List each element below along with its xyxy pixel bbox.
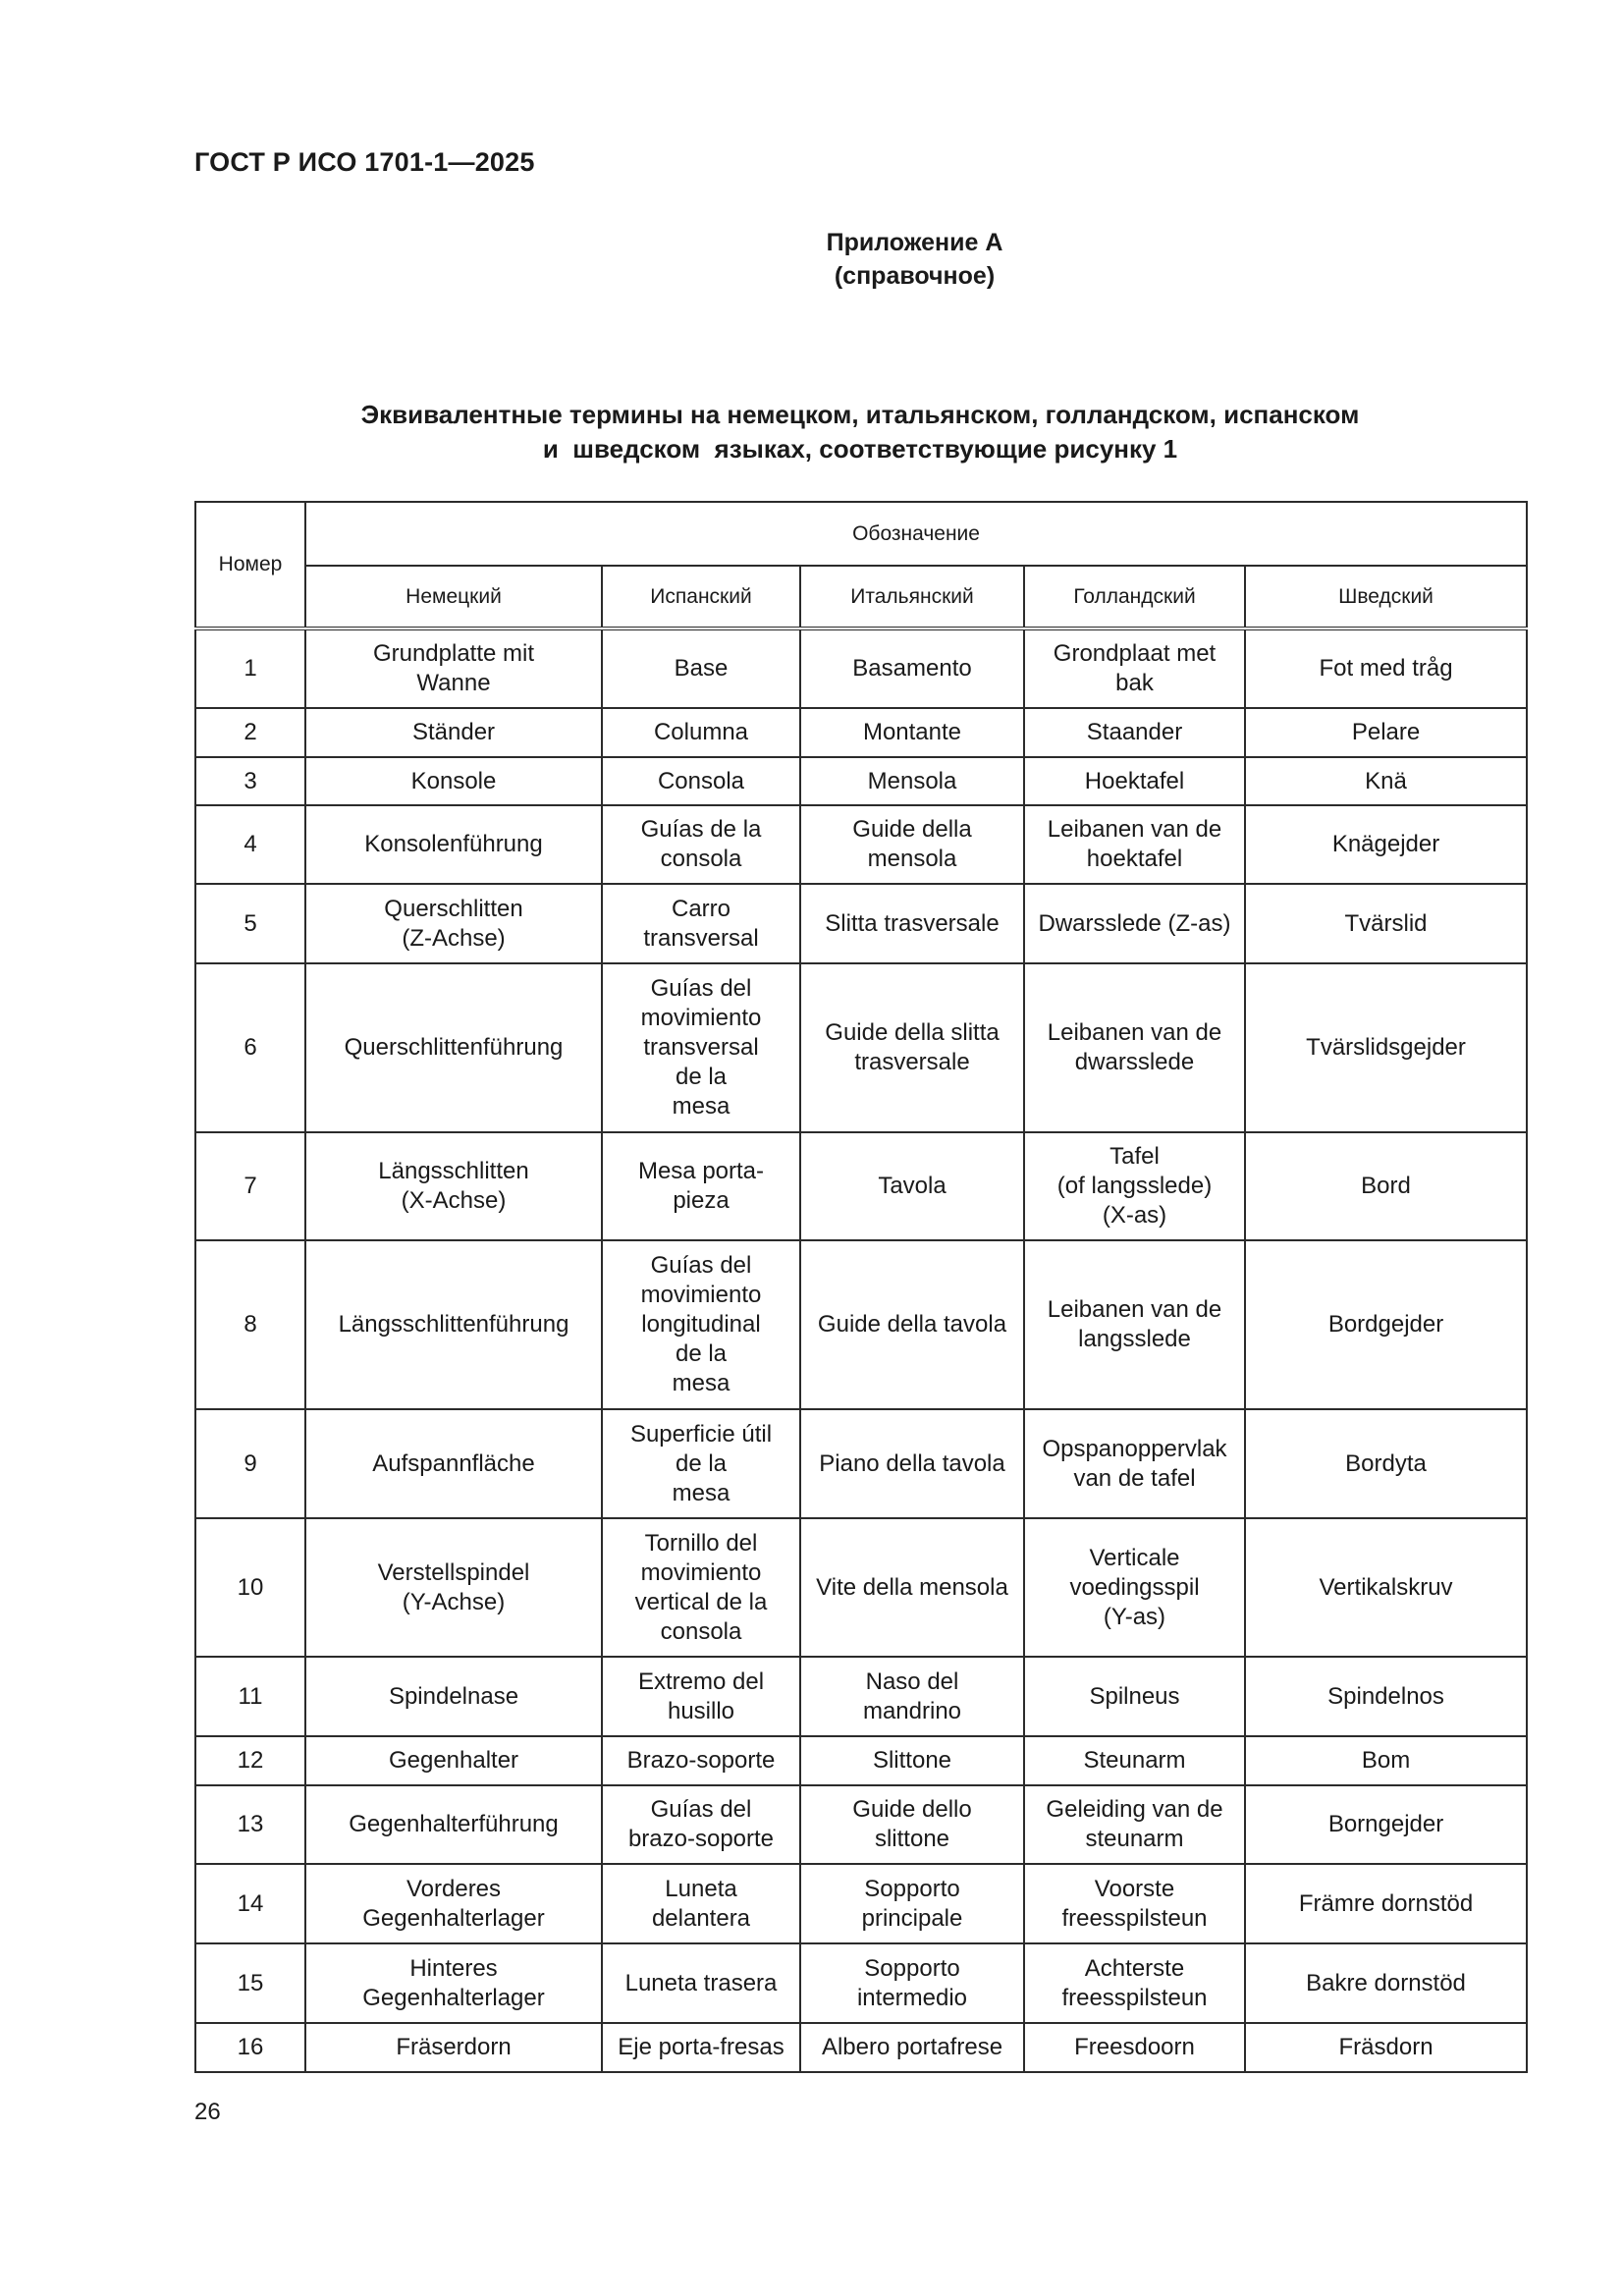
cell-spanish: Eje porta-fresas	[602, 2023, 800, 2072]
cell-italian: Slittone	[800, 1736, 1024, 1785]
cell-spanish: Brazo-soporte	[602, 1736, 800, 1785]
cell-spanish: Guías de la consola	[602, 805, 800, 884]
cell-german: Ständer	[305, 708, 602, 757]
cell-spanish: Consola	[602, 757, 800, 805]
cell-swedish: Bordyta	[1245, 1409, 1527, 1518]
cell-german: Fräserdorn	[305, 2023, 602, 2072]
table-row	[195, 1657, 1527, 1736]
cell-german: Hinteres Gegenhalterlager	[305, 1943, 602, 2023]
cell-swedish: Bom	[1245, 1736, 1527, 1785]
table-title	[194, 398, 1526, 466]
cell-spanish: Guías del movimiento longitudinal de la mesa	[602, 1240, 800, 1409]
cell-italian: Sopporto principale	[800, 1864, 1024, 1943]
cell-swedish: Knä	[1245, 757, 1527, 805]
table-row	[195, 1736, 1527, 1785]
cell-number: 12	[195, 1736, 305, 1785]
cell-number: 3	[195, 757, 305, 805]
column-header-swedish: Шведский	[1245, 566, 1527, 629]
cell-dutch: Staander	[1024, 708, 1245, 757]
column-header-italian: Итальянский	[800, 566, 1024, 629]
cell-number: 13	[195, 1785, 305, 1864]
cell-german: Querschlittenführung	[305, 963, 602, 1132]
table-row	[195, 708, 1527, 757]
cell-dutch: Voorste freesspilsteun	[1024, 1864, 1245, 1943]
cell-swedish: Knägejder	[1245, 805, 1527, 884]
cell-dutch: Dwarsslede (Z-as)	[1024, 884, 1245, 963]
cell-german: Längsschlitten (X-Achse)	[305, 1132, 602, 1240]
cell-spanish: Columna	[602, 708, 800, 757]
table-title-line-1: Эквивалентные термины на немецком, итальянском, голландском, испанском	[360, 400, 1360, 429]
table-row	[195, 757, 1527, 805]
cell-number: 11	[195, 1657, 305, 1736]
cell-german: Gegenhalterführung	[305, 1785, 602, 1864]
cell-italian: Guide della mensola	[800, 805, 1024, 884]
cell-german: Vorderes Gegenhalterlager	[305, 1864, 602, 1943]
cell-spanish: Base	[602, 629, 800, 708]
cell-dutch: Spilneus	[1024, 1657, 1245, 1736]
table-row	[195, 629, 1527, 708]
cell-number: 10	[195, 1518, 305, 1657]
cell-spanish: Extremo del husillo	[602, 1657, 800, 1736]
cell-swedish: Spindelnos	[1245, 1657, 1527, 1736]
cell-german: Längsschlittenführung	[305, 1240, 602, 1409]
cell-german: Aufspannfläche	[305, 1409, 602, 1518]
cell-spanish: Guías del brazo-soporte	[602, 1785, 800, 1864]
cell-swedish: Vertikalskruv	[1245, 1518, 1527, 1657]
appendix-label: Приложение А	[826, 229, 1003, 256]
cell-italian: Tavola	[800, 1132, 1024, 1240]
cell-swedish: Bord	[1245, 1132, 1527, 1240]
cell-german: Verstellspindel (Y-Achse)	[305, 1518, 602, 1657]
table-row	[195, 2023, 1527, 2072]
cell-dutch: Tafel (of langsslede) (X-as)	[1024, 1132, 1245, 1240]
cell-number: 15	[195, 1943, 305, 2023]
cell-spanish: Superficie útil de la mesa	[602, 1409, 800, 1518]
table-header-row	[195, 502, 1527, 566]
cell-spanish: Luneta trasera	[602, 1943, 800, 2023]
cell-swedish: Tvärslid	[1245, 884, 1527, 963]
cell-italian: Slitta trasversale	[800, 884, 1024, 963]
table-row	[195, 1132, 1527, 1240]
cell-dutch: Geleiding van de steunarm	[1024, 1785, 1245, 1864]
column-header-spanish: Испанский	[602, 566, 800, 629]
cell-swedish: Fot med tråg	[1245, 629, 1527, 708]
cell-italian: Albero portafrese	[800, 2023, 1024, 2072]
cell-dutch: Verticale voedingsspil (Y-as)	[1024, 1518, 1245, 1657]
cell-german: Gegenhalter	[305, 1736, 602, 1785]
cell-number: 9	[195, 1409, 305, 1518]
language-header-row	[195, 566, 1527, 629]
table-body	[195, 629, 1527, 2072]
cell-number: 1	[195, 629, 305, 708]
table-row	[195, 1240, 1527, 1409]
cell-spanish: Guías del movimiento transversal de la mesa	[602, 963, 800, 1132]
cell-italian: Vite della mensola	[800, 1518, 1024, 1657]
cell-italian: Naso del mandrino	[800, 1657, 1024, 1736]
cell-number: 16	[195, 2023, 305, 2072]
document-header: ГОСТ Р ИСО 1701-1—2025	[194, 147, 535, 177]
cell-german: Konsolenführung	[305, 805, 602, 884]
table-row	[195, 1409, 1527, 1518]
cell-spanish: Tornillo del movimiento vertical de la consola	[602, 1518, 800, 1657]
cell-italian: Piano della tavola	[800, 1409, 1024, 1518]
cell-number: 5	[195, 884, 305, 963]
cell-italian: Basamento	[800, 629, 1024, 708]
cell-number: 14	[195, 1864, 305, 1943]
appendix-heading	[0, 226, 1623, 293]
cell-swedish: Tvärslidsgejder	[1245, 963, 1527, 1132]
table-row	[195, 1785, 1527, 1864]
cell-italian: Montante	[800, 708, 1024, 757]
cell-swedish: Främre dornstöd	[1245, 1864, 1527, 1943]
table-row	[195, 884, 1527, 963]
table-row	[195, 805, 1527, 884]
table-row	[195, 1518, 1527, 1657]
cell-number: 4	[195, 805, 305, 884]
cell-number: 7	[195, 1132, 305, 1240]
terms-table	[194, 501, 1528, 2073]
column-header-dutch: Голландский	[1024, 566, 1245, 629]
appendix-type: (справочное)	[834, 262, 996, 290]
cell-italian: Guide della slitta trasversale	[800, 963, 1024, 1132]
column-header-german: Немецкий	[305, 566, 602, 629]
cell-swedish: Pelare	[1245, 708, 1527, 757]
table-row	[195, 1864, 1527, 1943]
cell-dutch: Leibanen van de langsslede	[1024, 1240, 1245, 1409]
cell-dutch: Opspanoppervlak van de tafel	[1024, 1409, 1245, 1518]
cell-number: 2	[195, 708, 305, 757]
cell-swedish: Bakre dornstöd	[1245, 1943, 1527, 2023]
table-title-line-2: и шведском языках, соответствующие рисунку 1	[542, 434, 1178, 464]
cell-spanish: Mesa porta- pieza	[602, 1132, 800, 1240]
cell-dutch: Leibanen van de dwarsslede	[1024, 963, 1245, 1132]
cell-german: Querschlitten (Z-Achse)	[305, 884, 602, 963]
page-number: 26	[194, 2099, 221, 2125]
column-header-designation: Обозначение	[305, 502, 1527, 566]
cell-german: Grundplatte mit Wanne	[305, 629, 602, 708]
cell-italian: Mensola	[800, 757, 1024, 805]
cell-german: Konsole	[305, 757, 602, 805]
cell-swedish: Fräsdorn	[1245, 2023, 1527, 2072]
cell-number: 8	[195, 1240, 305, 1409]
table-row	[195, 963, 1527, 1132]
cell-spanish: Luneta delantera	[602, 1864, 800, 1943]
column-header-number: Номер	[195, 502, 305, 629]
cell-german: Spindelnase	[305, 1657, 602, 1736]
table-row	[195, 1943, 1527, 2023]
cell-dutch: Achterste freesspilsteun	[1024, 1943, 1245, 2023]
cell-dutch: Freesdoorn	[1024, 2023, 1245, 2072]
cell-italian: Sopporto intermedio	[800, 1943, 1024, 2023]
cell-swedish: Borngejder	[1245, 1785, 1527, 1864]
cell-dutch: Hoektafel	[1024, 757, 1245, 805]
cell-dutch: Steunarm	[1024, 1736, 1245, 1785]
cell-italian: Guide dello slittone	[800, 1785, 1024, 1864]
cell-dutch: Leibanen van de hoektafel	[1024, 805, 1245, 884]
cell-dutch: Grondplaat met bak	[1024, 629, 1245, 708]
cell-italian: Guide della tavola	[800, 1240, 1024, 1409]
cell-swedish: Bordgejder	[1245, 1240, 1527, 1409]
cell-number: 6	[195, 963, 305, 1132]
cell-spanish: Carro transversal	[602, 884, 800, 963]
